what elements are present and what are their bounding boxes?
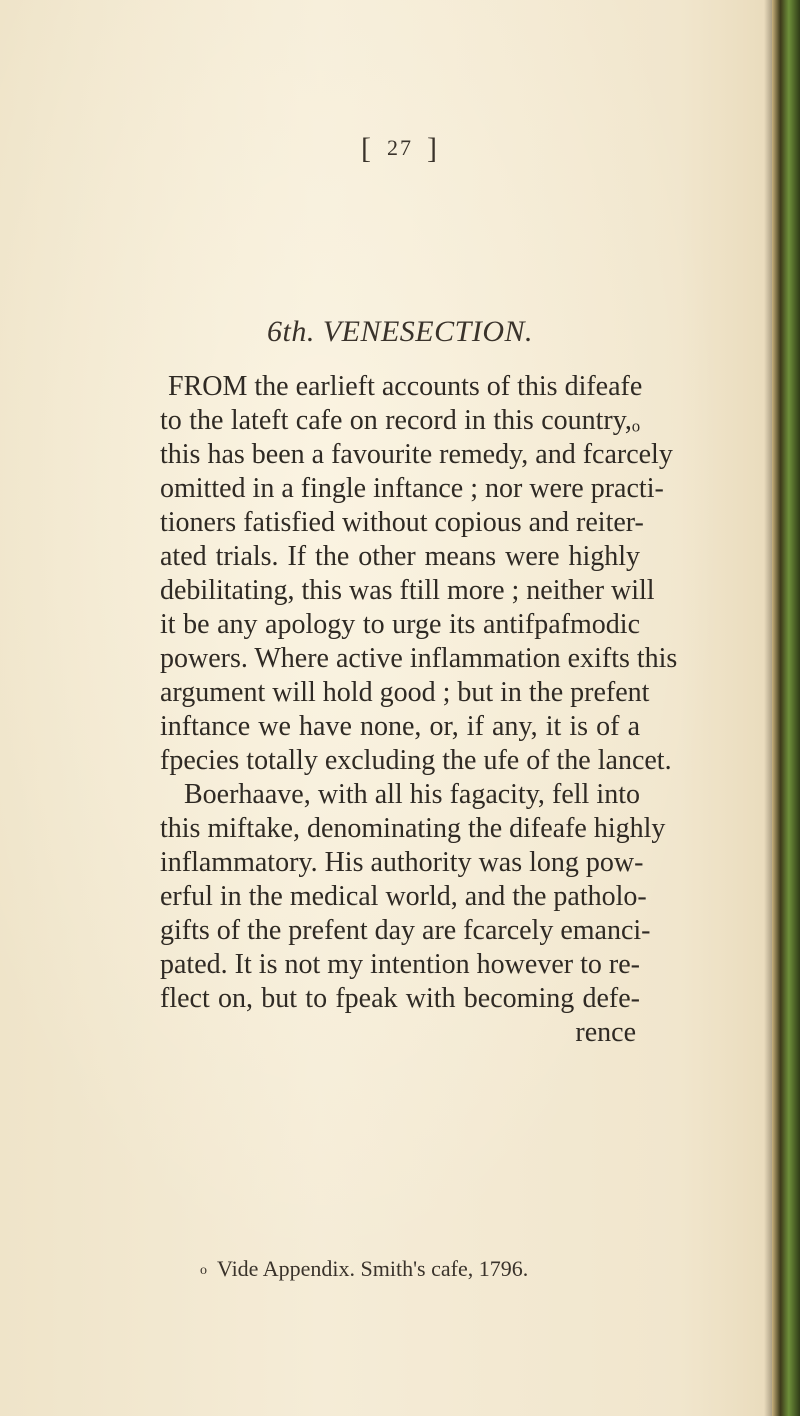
text-line: powers. Where active inflammation exifts this [160,643,678,674]
text-line: ated trials. If the other means were highly [160,541,640,572]
text-line: FROM the earlieft accounts of this difeafe [168,371,643,402]
section-heading: 6th. VENESECTION. [266,315,533,348]
page-number: 27 [387,135,413,160]
right-bracket: ] [427,132,439,165]
text-line: pated. It is not my intention however to re- [160,949,640,980]
text-line: it be any apology to urge its antifpafmodic [160,609,640,640]
catchword: rence [575,1017,636,1048]
page-gutter-shadow [764,0,772,1416]
text-line: tioners fatisfied without copious and reiter- [160,507,644,538]
text-line: debilitating, this was ftill more ; neither will [160,575,655,606]
text-line: gifts of the prefent day are fcarcely emanci- [160,915,651,946]
book-edge [772,0,800,1416]
text-line: flect on, but to fpeak with becoming defe- [160,983,640,1014]
body-text [160,370,678,1050]
left-bracket: [ [361,132,373,165]
text-line: argument will hold good ; but in the prefent [160,677,650,708]
text-line: omitted in a fingle inftance ; nor were practi- [160,473,664,504]
text-line: this has been a favourite remedy, and fcarcely [160,439,673,470]
text-line: inflammatory. His authority was long pow- [160,847,644,878]
text-line: erful in the medical world, and the patholo- [160,881,647,912]
footnote [200,1256,528,1282]
footnote-text: Vide Appendix. Smith's cafe, 1796. [217,1256,529,1281]
text-line: to the lateft cafe on record in this country,ₒ [160,405,640,436]
text-line: this miftake, denominating the difeafe highly [160,813,666,844]
footnote-mark: o [200,1263,207,1278]
text-line: inftance we have none, or, if any, it is of a [160,711,640,742]
text-line: fpecies totally excluding the ufe of the lancet. [160,745,672,776]
page-number-header [0,132,800,166]
text-line: Boerhaave, with all his fagacity, fell into [184,779,640,810]
